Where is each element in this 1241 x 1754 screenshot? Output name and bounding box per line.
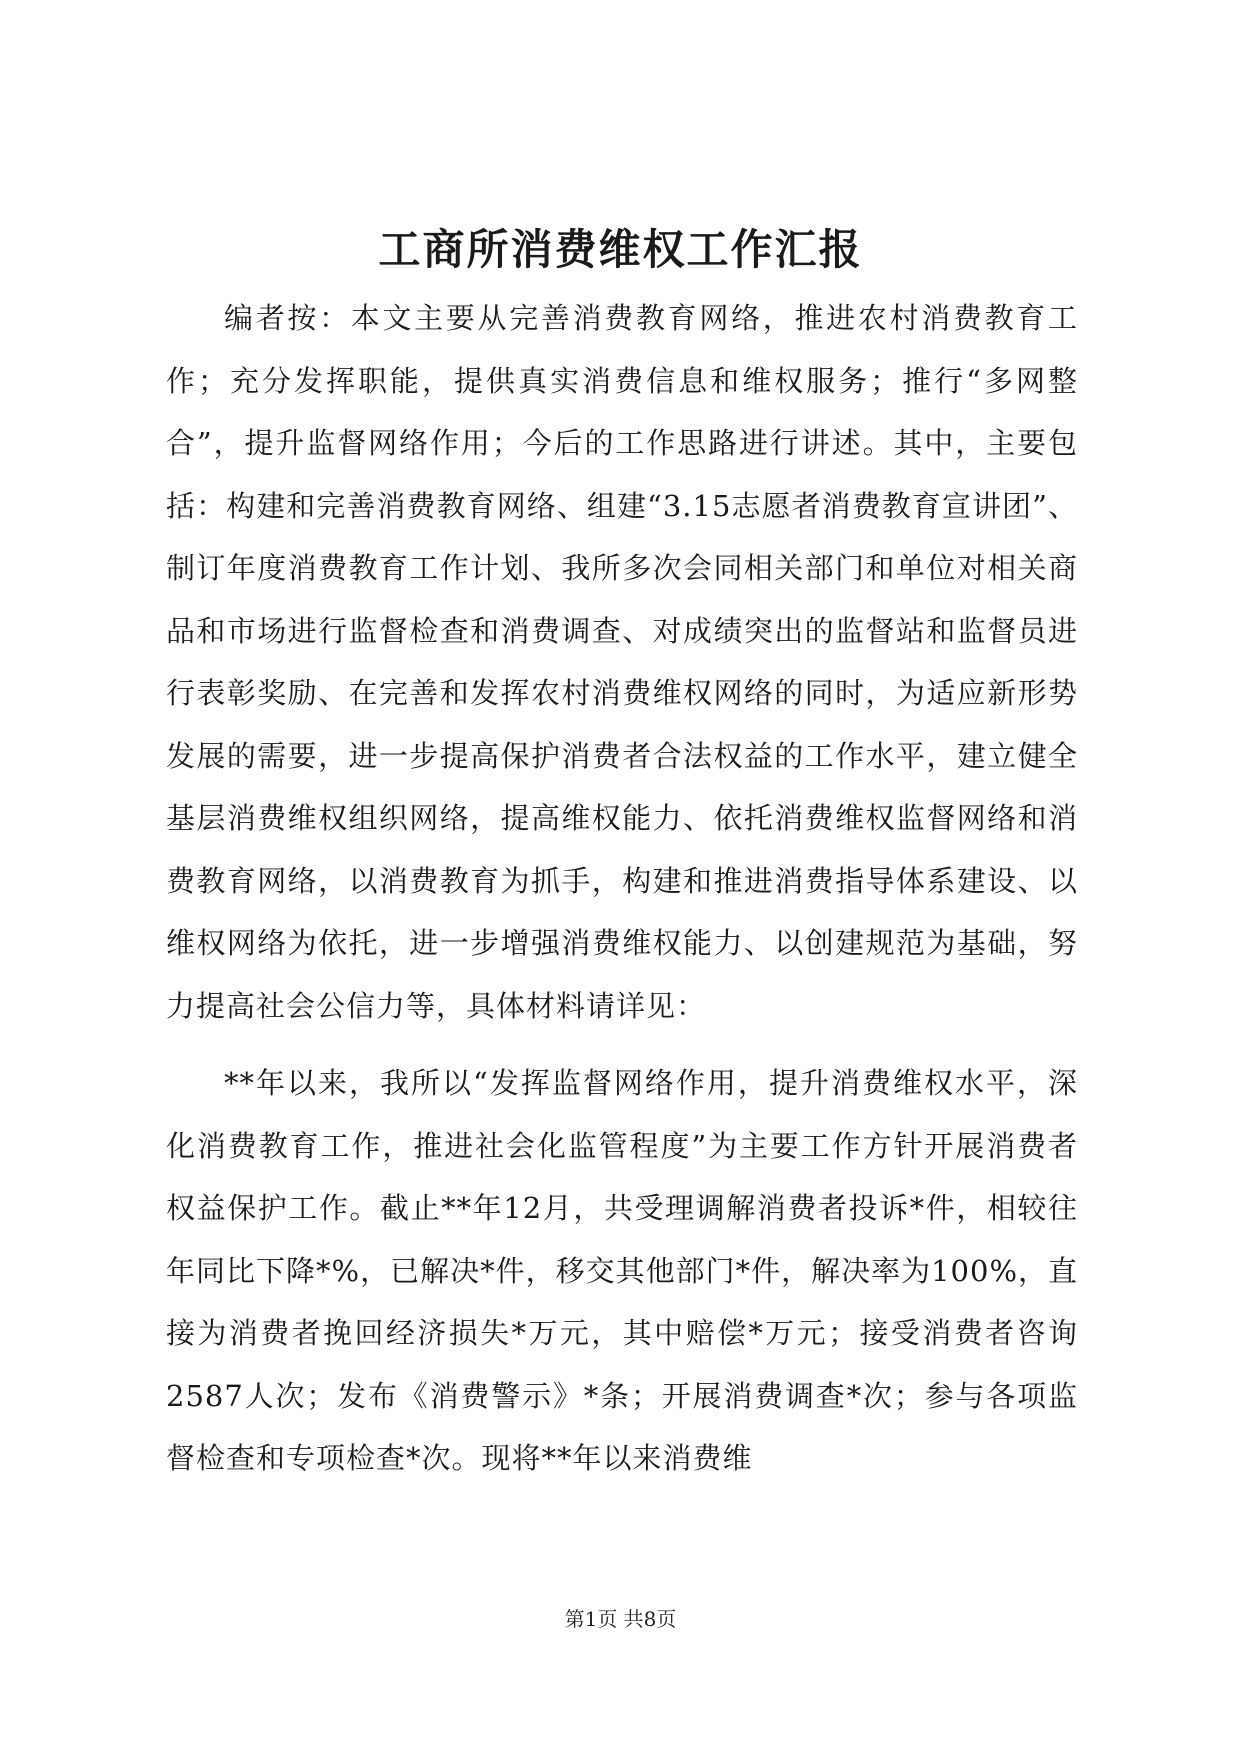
page-number-footer: 第1页 共8页 — [564, 1607, 677, 1631]
document-body — [166, 287, 1078, 1490]
editor-note-paragraph: 编者按：本文主要从完善消费教育网络，推进农村消费教育工作；充分发挥职能，提供真实消费信息和维权服务；推行“多网整合”，提升监督网络作用；今后的工作思路进行讲述。其中，主要包括：构建和完善消费教育网络、组建“3.15志愿者消费教育宣讲团”、制订年度消费教育工作计划、我所多次会同相关部门和单位对相关商品和市场进行监督检查和消费调查、对成绩突出的监督站和监督员进行表彰奖励、在完善和发挥农村消费维权网络的同时，为适应新形势发展的需要，进一步提高保护消费者合法权益的工作水平，建立健全基层消费维权组织网络，提高维权能力、依托消费维权监督网络和消费教育网络，以消费教育为抓手，构建和推进消费指导体系建设、以维权网络为依托，进一步增强消费维权能力、以创建规范为基础，努力提高社会公信力等，具体材料请详见： — [166, 301, 1078, 1023]
document-title: 工商所消费维权工作汇报 — [378, 225, 863, 274]
body-paragraph: **年以来，我所以“发挥监督网络作用，提升消费维权水平，深化消费教育工作，推进社会化监管程度”为主要工作方针开展消费者权益保护工作。截止**年12月，共受理调解消费者投诉*件，相较往年同比下降*%，已解决*件，移交其他部门*件，解决率为100%，直接为消费者挽回经济损失*万元，其中赔偿*万元；接受消费者咨询2587人次；发布《消费警示》*条；开展消费调查*次；参与各项监督检查和专项检查*次。现将**年以来消费维 — [166, 1066, 1078, 1475]
